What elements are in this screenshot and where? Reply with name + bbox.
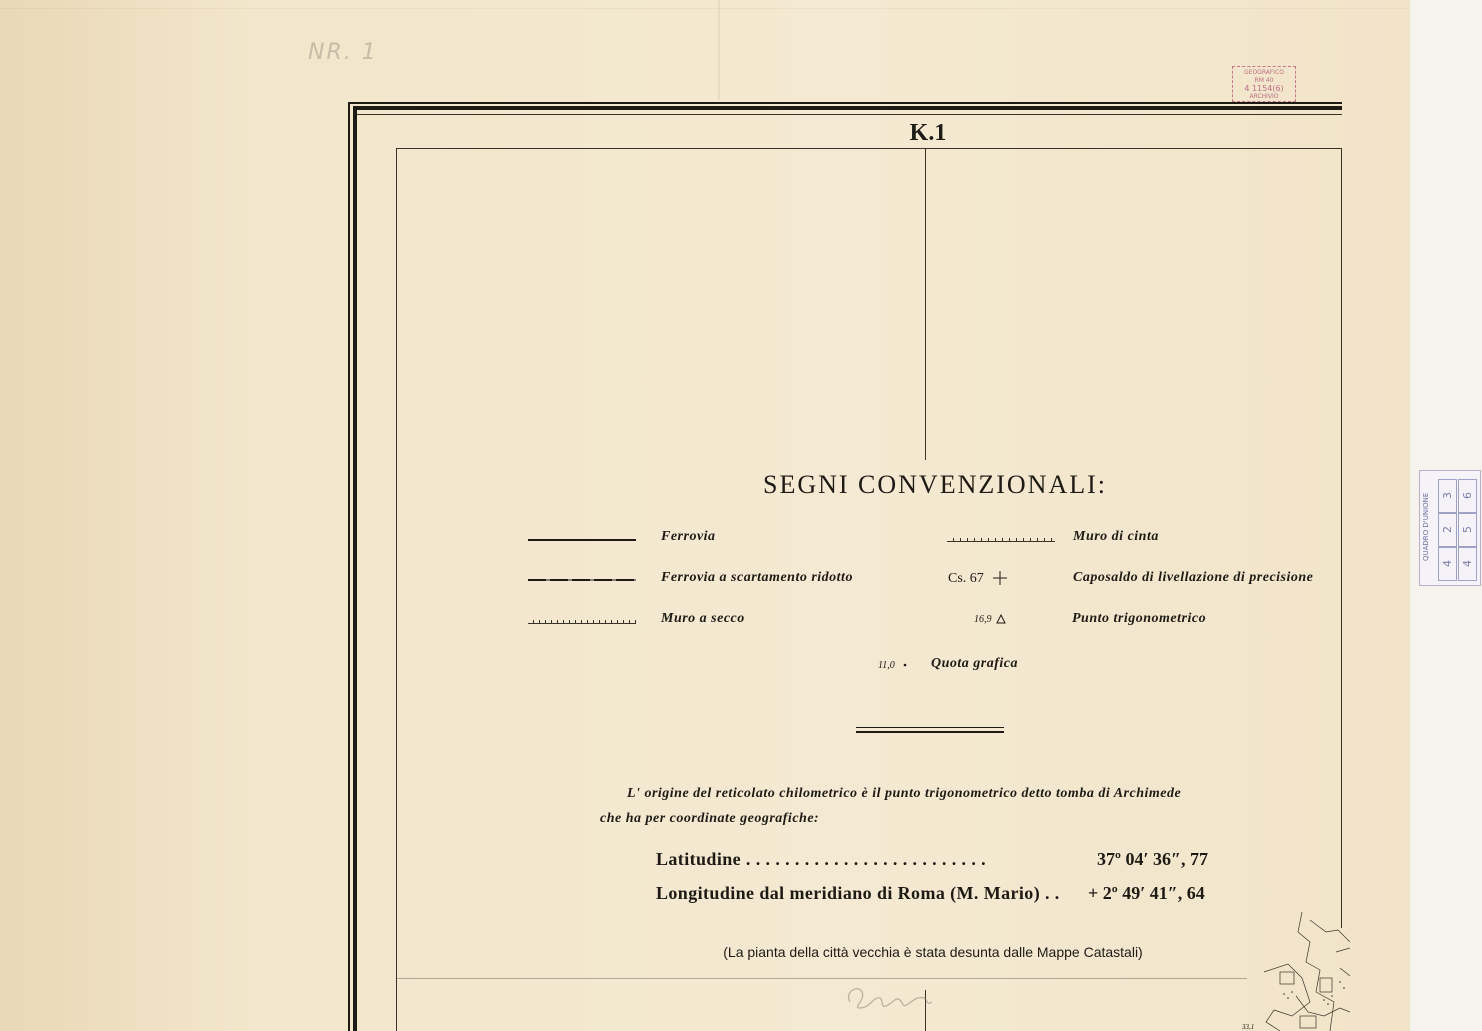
index-cell: 4 — [1458, 547, 1477, 581]
map-fragment — [1240, 912, 1350, 1031]
frame-border-thick-top — [353, 106, 1342, 110]
quota-value: 11,0 — [878, 660, 895, 671]
stamp-line: RM 40 — [1254, 77, 1274, 84]
frame-border-thin-top — [357, 114, 1342, 115]
longitude-label: Longitudine dal meridiano di Roma (M. Mario) . . — [656, 883, 1060, 903]
trig-value: 16,9 — [974, 614, 992, 625]
index-cell: 5 — [1458, 513, 1477, 547]
origin-text-line1: L' origine del reticolato chilometrico è il punto trigonometrico detto tomba di Archimede — [627, 786, 1182, 801]
legend-spot-height: Quota grafica — [931, 656, 1018, 671]
index-cell: 4 — [1438, 547, 1457, 581]
latitude-value: 37º 04′ 36″, 77 — [1097, 849, 1208, 869]
stamp-line: ARCHIVIO — [1249, 93, 1279, 100]
frame-inner-right — [1341, 148, 1342, 928]
handwritten-signature — [840, 978, 940, 1020]
dot-icon — [902, 662, 908, 668]
paper-fold — [718, 0, 720, 100]
legend-title: SEGNI CONVENZIONALI: — [762, 470, 1107, 499]
boundary-wall-symbol — [947, 538, 1055, 542]
signature-scribble — [840, 978, 940, 1014]
index-cell: 2 — [1438, 513, 1457, 547]
stamp-line: 4 1154(6) — [1244, 84, 1284, 93]
triangle-icon — [996, 614, 1006, 624]
origin-text-line2: che ha per coordinate geografiche: — [600, 811, 820, 826]
dry-wall-symbol — [528, 620, 636, 624]
narrow-gauge-symbol — [528, 579, 636, 581]
frame-border-outer-left — [348, 102, 350, 1031]
sheet-index-card — [1419, 470, 1481, 586]
frame-border-thick-left — [353, 106, 357, 1031]
bottom-rule — [397, 978, 1247, 979]
sheet-label: K.1 — [909, 120, 947, 146]
divider-rule — [856, 727, 1004, 728]
stamp-line: GEOGRAFICO — [1244, 69, 1284, 76]
legend-trig-point: Punto trigonometrico — [1072, 611, 1207, 626]
frame-border-outer-top — [348, 102, 1342, 104]
legend-benchmark: Caposaldo di livellazione di precisione — [1073, 570, 1314, 585]
paper-crease — [0, 8, 1410, 9]
fragment-label: 33,1 — [1242, 1023, 1255, 1031]
source-note: (La pianta della città vecchia è stata desunta dalle Mappe Catastali) — [723, 944, 1143, 960]
archive-stamp — [1232, 66, 1296, 102]
index-cell: 3 — [1438, 479, 1457, 513]
benchmark-code: Cs. 67 — [948, 571, 984, 586]
frame-inner-left — [396, 148, 397, 1031]
legend-dry-wall: Muro a secco — [661, 611, 745, 626]
railway-symbol — [528, 539, 636, 541]
legend-boundary-wall: Muro di cinta — [1073, 529, 1159, 544]
pencil-note: NR. 1 — [308, 40, 378, 65]
index-cell: 6 — [1458, 479, 1477, 513]
legend-railway: Ferrovia — [661, 529, 716, 544]
grid-line — [925, 148, 926, 460]
latitude-label: Latitudine . . . . . . . . . . . . . . . . . . . . . . . . . — [656, 849, 987, 869]
index-card-label: QUADRO D'UNIONE — [1422, 492, 1430, 562]
index-grid — [1438, 475, 1478, 581]
frame-inner-top — [396, 148, 1342, 149]
legend-narrow-gauge: Ferrovia a scartamento ridotto — [661, 570, 853, 585]
longitude-value: + 2º 49′ 41″, 64 — [1088, 883, 1205, 903]
benchmark-icon — [992, 570, 1008, 586]
divider-rule — [856, 731, 1004, 733]
